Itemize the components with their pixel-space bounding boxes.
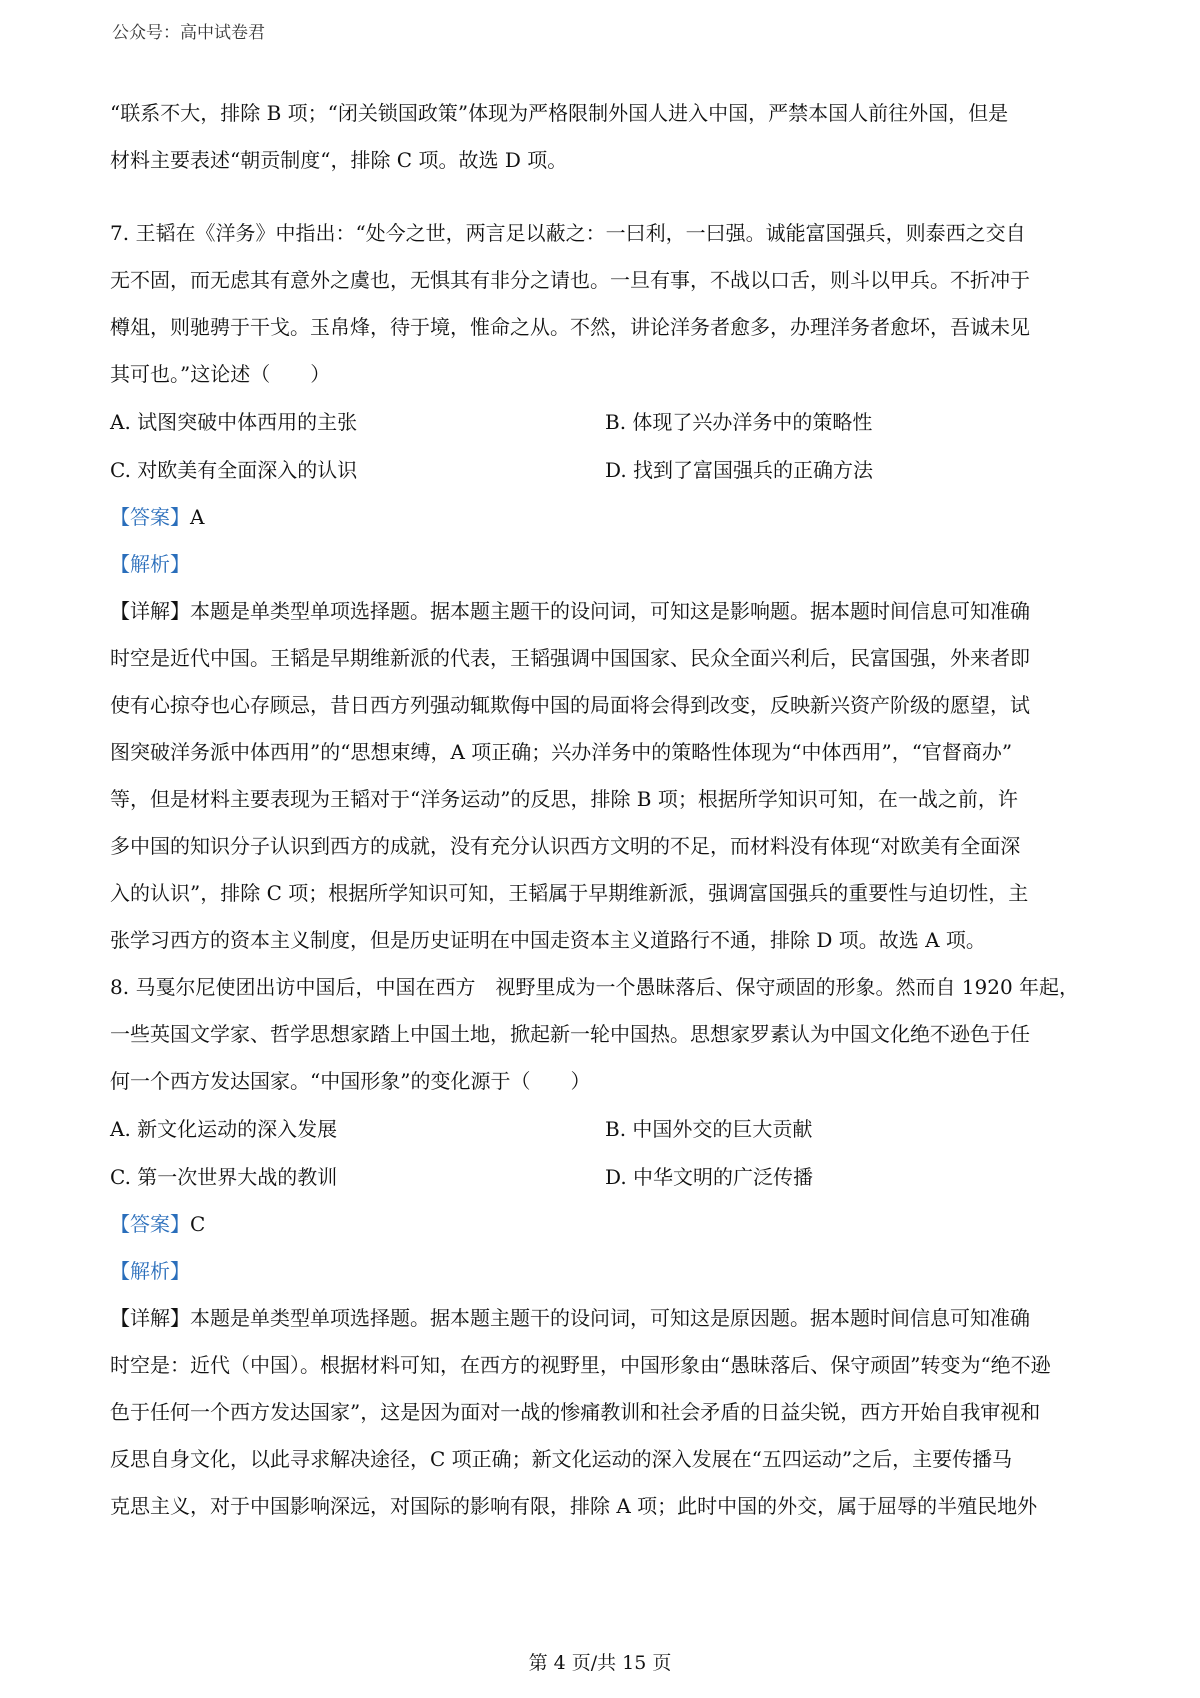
option-a: A. 试图突破中体西用的主张 [110, 410, 358, 434]
page-number: 第 4 页/共 15 页 [528, 1652, 672, 1674]
option-c: C. 对欧美有全面深入的认识 [110, 458, 358, 482]
detail-line: 张学习西方的资本主义制度，但是历史证明在中国走资本主义道路行不通，排除 D 项。故选 A 项。 [110, 928, 986, 952]
options [110, 1105, 1100, 1201]
detail-line [110, 588, 1100, 635]
option-d: D. 中华文明的广泛传播 [605, 1165, 814, 1189]
question-stem-line: 一些英国文学家、哲学思想家踏上中国土地，掀起新一轮中国热。思想家罗素认为中国文化绝不逊色于任 [110, 1022, 1030, 1046]
answer-tag: 【答案】 [110, 505, 190, 529]
detail-line: 色于任何一个西方发达国家”，这是因为面对一战的惨痛教训和社会矛盾的日益尖锐，西方开始自我审视和 [110, 1400, 1041, 1424]
detail-line: 图突破洋务派中体西用”的“思想束缚，A 项正确；兴办洋务中的策略性体现为“中体西用”，“官督商办” [110, 740, 1013, 764]
option-a: A. 新文化运动的深入发展 [110, 1117, 338, 1141]
answer-value: A [190, 505, 205, 529]
question-7 [110, 210, 1100, 964]
detail-line: 反思自身文化，以此寻求解决途径，C 项正确；新文化运动的深入发展在“五四运动”之后，主要传播马 [110, 1447, 1013, 1471]
analysis-line [110, 541, 1100, 588]
question-8 [110, 964, 1100, 1530]
option-c: C. 第一次世界大战的教训 [110, 1165, 338, 1189]
options [110, 398, 1100, 494]
answer-tag: 【答案】 [110, 1212, 190, 1236]
watermark: 公众号：高中试卷君 [112, 23, 265, 43]
detail-line: 多中国的知识分子认识到西方的成就，没有充分认识西方文明的不足，而材料没有体现“对欧美有全面深 [110, 834, 1021, 858]
question-stem-line: 何一个西方发达国家。“中国形象”的变化源于（ ） [110, 1069, 591, 1093]
detail-line: 入的认识”，排除 C 项；根据所学知识可知，王韬属于早期维新派，强调富国强兵的重要性与迫切性，主 [110, 881, 1029, 905]
answer-line [110, 494, 1100, 541]
prev-answer-line: “联系不大，排除 B 项；“闭关锁国政策”体现为严格限制外国人进入中国，严禁本国人前往外国，但是 [110, 101, 1009, 125]
analysis-line [110, 1248, 1100, 1295]
detail-text: 本题是单类型单项选择题。据本题主题干的设问词，可知这是影响题。据本题时间信息可知准确 [190, 599, 1030, 623]
document-body [110, 90, 1100, 1530]
answer-value: C [190, 1212, 206, 1236]
detail-text: 本题是单类型单项选择题。据本题主题干的设问词，可知这是原因题。据本题时间信息可知准确 [190, 1306, 1030, 1330]
option-b: B. 中国外交的巨大贡献 [605, 1117, 813, 1141]
detail-line: 时空是近代中国。王韬是早期维新派的代表，王韬强调中国国家、民众全面兴利后，民富国强，外来者即 [110, 646, 1030, 670]
question-stem-line: 8. 马戛尔尼使团出访中国后，中国在西方 视野里成为一个愚昧落后、保守顽固的形象。然而自 1920 年起， [110, 975, 1080, 999]
analysis-tag: 【解析】 [110, 552, 190, 576]
detail-tag: 【详解】 [110, 599, 190, 623]
detail-tag: 【详解】 [110, 1306, 190, 1330]
question-stem-line: 无不固，而无虑其有意外之虞也，无惧其有非分之请也。一旦有事，不战以口舌，则斗以甲兵。不折冲于 [110, 268, 1030, 292]
detail-line: 时空是：近代（中国）。根据材料可知，在西方的视野里，中国形象由“愚昧落后、保守顽固”转变为“绝不逊 [110, 1353, 1051, 1377]
answer-line [110, 1201, 1100, 1248]
question-stem-line: 其可也。”这论述（ ） [110, 362, 331, 386]
detail-line: 克思主义，对于中国影响深远，对国际的影响有限，排除 A 项；此时中国的外交，属于屈辱的半殖民地外 [110, 1494, 1038, 1518]
option-d: D. 找到了富国强兵的正确方法 [605, 458, 874, 482]
detail-line: 等，但是材料主要表现为王韬对于“洋务运动”的反思，排除 B 项；根据所学知识可知，在一战之前，许 [110, 787, 1018, 811]
question-stem-line: 樽俎，则驰骋于干戈。玉帛烽，待于境，惟命之从。不然，讲论洋务者愈多，办理洋务者愈坏，吾诚未见 [110, 315, 1030, 339]
analysis-tag: 【解析】 [110, 1259, 190, 1283]
option-b: B. 体现了兴办洋务中的策略性 [605, 410, 873, 434]
detail-line [110, 1295, 1100, 1342]
detail-line: 使有心掠夺也心存顾忌，昔日西方列强动辄欺侮中国的局面将会得到改变，反映新兴资产阶级的愿望，试 [110, 693, 1030, 717]
prev-answer-line: 材料主要表述“朝贡制度“，排除 C 项。故选 D 项。 [110, 148, 568, 172]
question-stem-line: 7. 王韬在《洋务》中指出：“处今之世，两言足以蔽之：一曰利，一曰强。诚能富国强兵，则泰西之交自 [110, 221, 1026, 245]
